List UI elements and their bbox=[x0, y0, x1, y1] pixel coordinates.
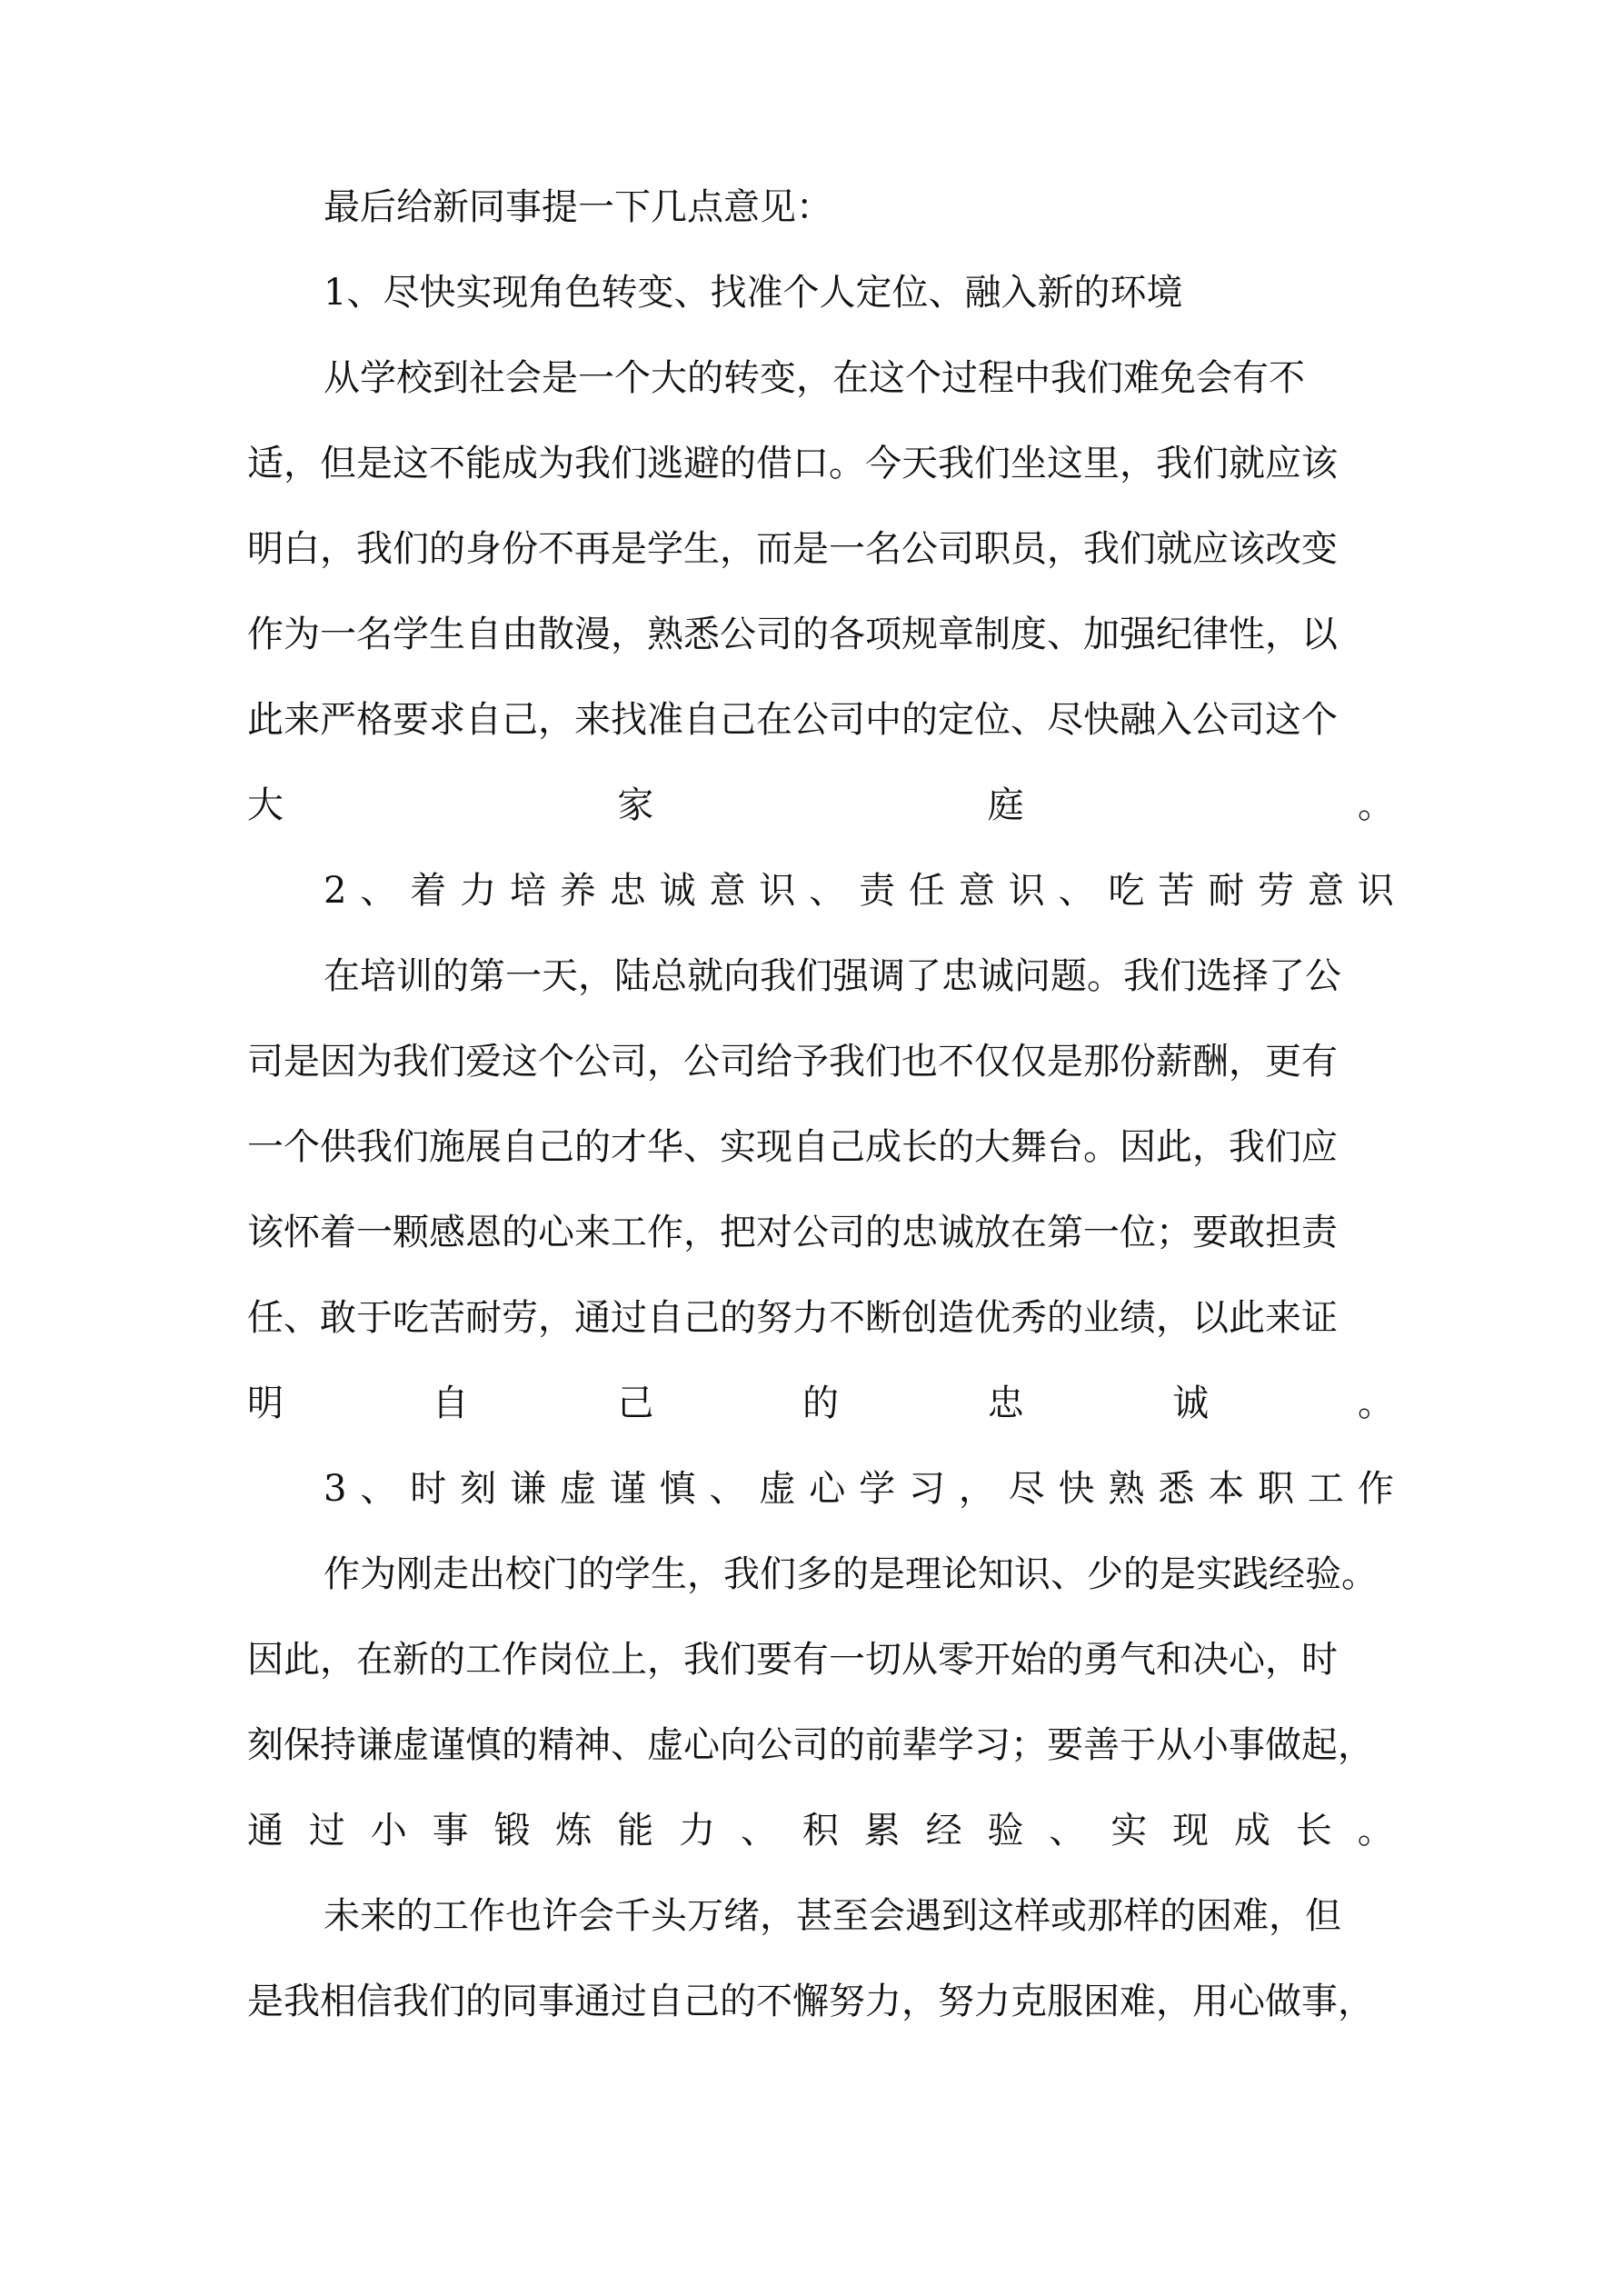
text-line-22: 是我相信我们的同事通过自己的不懈努力，努力克服困难，用心做事， bbox=[247, 1981, 1374, 2022]
char: 学 bbox=[859, 1468, 896, 1510]
text-line-1: 最后给新同事提一下几点意见： bbox=[324, 186, 832, 228]
text-line-4: 适，但是这不能成为我们逃避的借口。今天我们坐这里，我们就应该 bbox=[247, 443, 1338, 484]
char: 着 bbox=[410, 870, 447, 912]
char: 验 bbox=[987, 1810, 1024, 1852]
text-line-6: 作为一名学生自由散漫，熟悉公司的各项规章制度、加强纪律性，以 bbox=[247, 614, 1338, 655]
char: 。 bbox=[1357, 1383, 1394, 1424]
text-line-10: 在培训的第一天，陆总就向我们强调了忠诚问题。我们选择了公 bbox=[324, 955, 1341, 997]
spread-line-1 bbox=[247, 762, 1394, 849]
heading-2 bbox=[247, 847, 1394, 934]
char: 累 bbox=[863, 1810, 901, 1852]
heading-1: 1、尽快实现角色转变、找准个人定位、融入新的环境 bbox=[324, 272, 1183, 314]
char: 明 bbox=[247, 1383, 284, 1424]
char: 吃 bbox=[1108, 870, 1145, 912]
char: 、 bbox=[741, 1810, 777, 1852]
char: 、 bbox=[1049, 1810, 1086, 1852]
char: 职 bbox=[1258, 1468, 1295, 1510]
char: 意 bbox=[1307, 870, 1344, 912]
text-line-14: 任、敢于吃苦耐劳，通过自己的努力不断创造优秀的业绩，以此来证 bbox=[247, 1297, 1338, 1339]
char: 实 bbox=[1110, 1810, 1148, 1852]
spread-line-5 bbox=[247, 1787, 1394, 1874]
char: 意 bbox=[958, 870, 995, 912]
char: 己 bbox=[617, 1383, 654, 1424]
char: 成 bbox=[1234, 1810, 1270, 1852]
text-line-3: 从学校到社会是一个大的转变，在这个过程中我们难免会有不 bbox=[324, 357, 1305, 399]
text-line-21: 未来的工作也许会千头万绪，甚至会遇到这样或那样的困难，但 bbox=[324, 1895, 1341, 1937]
char: 忠 bbox=[987, 1383, 1024, 1424]
char: 谦 bbox=[509, 1468, 546, 1510]
char: 力 bbox=[679, 1810, 716, 1852]
text-line-19: 刻保持谦虚谨慎的精神、虚心向公司的前辈学习；要善于从小事做起， bbox=[247, 1724, 1374, 1766]
char: 虚 bbox=[559, 1468, 596, 1510]
char: 炼 bbox=[555, 1810, 592, 1852]
char: 2 bbox=[324, 870, 347, 912]
char: 识 bbox=[1357, 870, 1394, 912]
text-line-7: 此来严格要求自己，来找准自己在公司中的定位、尽快融入公司这个 bbox=[247, 699, 1338, 741]
char: 虚 bbox=[759, 1468, 796, 1510]
char: 心 bbox=[809, 1468, 846, 1510]
char: 习 bbox=[908, 1468, 945, 1510]
char: 长 bbox=[1295, 1810, 1332, 1852]
char: 。 bbox=[1357, 1810, 1394, 1852]
text-line-12: 一个供我们施展自己的才华、实现自己成长的大舞台。因此，我们应 bbox=[247, 1126, 1338, 1168]
char: 意 bbox=[709, 870, 746, 912]
char: 自 bbox=[432, 1383, 469, 1424]
char: 作 bbox=[1357, 1468, 1394, 1510]
char: 的 bbox=[802, 1383, 839, 1424]
char: 慎 bbox=[659, 1468, 696, 1510]
char: 过 bbox=[308, 1810, 345, 1852]
char: 忠 bbox=[609, 870, 646, 912]
char: 养 bbox=[559, 870, 596, 912]
char: 家 bbox=[617, 784, 654, 826]
char: 刻 bbox=[460, 1468, 497, 1510]
char: 识 bbox=[759, 870, 796, 912]
char: 时 bbox=[410, 1468, 447, 1510]
char: 诚 bbox=[659, 870, 696, 912]
char: 责 bbox=[859, 870, 896, 912]
char: 尽 bbox=[1008, 1468, 1045, 1510]
char: 现 bbox=[1172, 1810, 1210, 1852]
char: 熟 bbox=[1108, 1468, 1145, 1510]
char: 小 bbox=[370, 1810, 407, 1852]
char: 庭 bbox=[987, 784, 1024, 826]
char: 通 bbox=[247, 1810, 284, 1852]
text-line-5: 明白，我们的身份不再是学生，而是一名公司职员，我们就应该改变 bbox=[247, 528, 1338, 570]
char: 、 bbox=[360, 1468, 397, 1510]
char: 、 bbox=[809, 870, 846, 912]
text-line-11: 司是因为我们爱这个公司，公司给予我们也不仅仅是那份薪酬，更有 bbox=[247, 1041, 1338, 1083]
char: 、 bbox=[1058, 870, 1095, 912]
char: 能 bbox=[617, 1810, 654, 1852]
char: 耐 bbox=[1208, 870, 1245, 912]
char: 、 bbox=[360, 870, 397, 912]
char: 工 bbox=[1307, 1468, 1344, 1510]
char: 识 bbox=[1008, 870, 1045, 912]
char: 。 bbox=[1357, 784, 1394, 826]
char: 力 bbox=[460, 870, 497, 912]
char: 大 bbox=[247, 784, 284, 826]
char: 任 bbox=[908, 870, 945, 912]
char: 锻 bbox=[493, 1810, 531, 1852]
spread-line-3 bbox=[247, 1360, 1394, 1447]
heading-3 bbox=[247, 1445, 1394, 1532]
char: 经 bbox=[925, 1810, 962, 1852]
char: 诚 bbox=[1172, 1383, 1210, 1424]
char: 积 bbox=[802, 1810, 839, 1852]
char: 苦 bbox=[1158, 870, 1195, 912]
char: ， bbox=[958, 1468, 995, 1510]
text-line-13: 该怀着一颗感恩的心来工作，把对公司的忠诚放在第一位；要敢担责 bbox=[247, 1212, 1338, 1253]
char: 劳 bbox=[1258, 870, 1295, 912]
char: 谨 bbox=[609, 1468, 646, 1510]
char: 培 bbox=[509, 870, 546, 912]
char: 事 bbox=[432, 1810, 469, 1852]
text-line-18: 因此，在新的工作岗位上，我们要有一切从零开始的勇气和决心，时 bbox=[247, 1639, 1338, 1681]
char: 、 bbox=[709, 1468, 746, 1510]
char: 悉 bbox=[1158, 1468, 1195, 1510]
char: 3 bbox=[324, 1468, 347, 1510]
char: 本 bbox=[1208, 1468, 1245, 1510]
text-line-17: 作为刚走出校门的学生，我们多的是理论知识、少的是实践经验。 bbox=[324, 1553, 1378, 1595]
char: 快 bbox=[1058, 1468, 1095, 1510]
